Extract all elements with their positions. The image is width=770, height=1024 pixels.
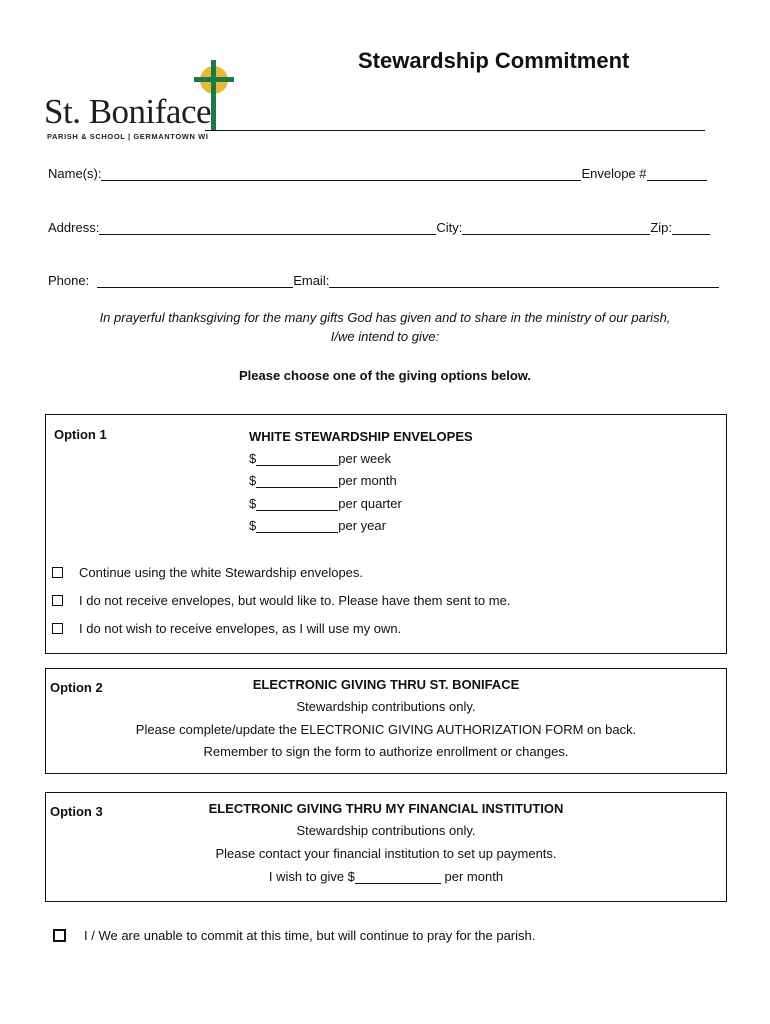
phone-field[interactable]	[97, 273, 293, 288]
intro-line-2: I/we intend to give:	[330, 329, 440, 344]
checkbox[interactable]	[52, 595, 63, 606]
city-field[interactable]	[462, 220, 650, 235]
envelope-field[interactable]	[647, 166, 707, 181]
names-row	[48, 166, 716, 181]
dollar-sign: $	[249, 473, 257, 488]
choice-continue-envelopes[interactable]	[52, 565, 363, 580]
choice-label: Continue using the white Stewardship envelopes.	[79, 565, 364, 580]
checkbox[interactable]	[53, 929, 66, 942]
page-title: Stewardship Commitment	[358, 48, 630, 73]
address-label: Address:	[48, 220, 100, 235]
option-2-line-2: Please complete/update the ELECTRONIC GIVING AUTHORIZATION FORM on back.	[135, 722, 637, 737]
choice-request-envelopes[interactable]	[52, 593, 510, 608]
option-1-label: Option 1	[54, 427, 107, 442]
zip-field[interactable]	[672, 220, 710, 235]
amount-row-week	[249, 451, 391, 466]
option-2-line-1: Stewardship contributions only.	[296, 699, 476, 714]
amount-quarter-label: per quarter	[338, 496, 402, 511]
option-3-label: Option 3	[50, 804, 103, 819]
amount-row-quarter	[249, 496, 402, 511]
monthly-amount-suffix: per month	[440, 869, 504, 884]
names-label: Name(s):	[48, 166, 102, 181]
title-divider	[205, 130, 705, 131]
city-label: City:	[436, 220, 463, 235]
option-2-label: Option 2	[50, 680, 103, 695]
option-2-box	[45, 668, 727, 774]
intro-line-1: In prayerful thanksgiving for the many gifts God has given and to share in the ministry of our parish,	[99, 310, 671, 325]
amount-month-field[interactable]	[256, 473, 338, 488]
choice-own-envelopes[interactable]	[52, 621, 401, 636]
email-label: Email:	[293, 273, 330, 288]
option-2-heading: ELECTRONIC GIVING THRU ST. BONIFACE	[252, 677, 520, 692]
option-1-heading: WHITE STEWARDSHIP ENVELOPES	[249, 429, 473, 444]
names-field[interactable]	[101, 166, 581, 181]
option-3-line-3	[46, 869, 726, 884]
email-field[interactable]	[329, 273, 719, 288]
option-3-line-1: Stewardship contributions only.	[296, 823, 476, 838]
amount-row-month	[249, 473, 397, 488]
option-3-line-2: Please contact your financial institution to set up payments.	[215, 846, 557, 861]
dollar-sign: $	[249, 518, 257, 533]
address-field[interactable]	[99, 220, 436, 235]
amount-quarter-field[interactable]	[256, 496, 338, 511]
logo-subtitle: PARISH & SCHOOL | GERMANTOWN WI	[47, 132, 209, 141]
monthly-amount-prefix: I wish to give $	[268, 869, 355, 884]
option-3-box	[45, 792, 727, 902]
option-2-line-3: Remember to sign the form to authorize enrollment or changes.	[203, 744, 569, 759]
giving-instruction: Please choose one of the giving options below.	[238, 368, 532, 383]
monthly-amount-field[interactable]	[355, 869, 441, 884]
amount-month-label: per month	[338, 473, 397, 488]
phone-row	[48, 273, 720, 288]
amount-row-year	[249, 518, 386, 533]
choice-label: I do not wish to receive envelopes, as I will use my own.	[79, 621, 402, 636]
phone-label: Phone:	[48, 273, 90, 288]
choice-label: I do not receive envelopes, but would like to. Please have them sent to me.	[79, 593, 511, 608]
dollar-sign: $	[249, 496, 257, 511]
address-row	[48, 220, 718, 235]
logo-name: St. Boniface	[44, 92, 212, 131]
option-1-box	[45, 414, 727, 654]
amount-week-label: per week	[338, 451, 391, 466]
zip-label: Zip:	[650, 220, 672, 235]
dollar-sign: $	[249, 451, 257, 466]
amount-week-field[interactable]	[256, 451, 338, 466]
checkbox[interactable]	[52, 623, 63, 634]
checkbox[interactable]	[52, 567, 63, 578]
option-3-heading: ELECTRONIC GIVING THRU MY FINANCIAL INSTITUTION	[208, 801, 564, 816]
choice-label: I / We are unable to commit at this time, but will continue to pray for the parish.	[84, 928, 536, 943]
amount-year-label: per year	[338, 518, 386, 533]
choice-unable-to-commit[interactable]	[53, 928, 535, 943]
envelope-label: Envelope #	[581, 166, 647, 181]
amount-year-field[interactable]	[256, 518, 338, 533]
